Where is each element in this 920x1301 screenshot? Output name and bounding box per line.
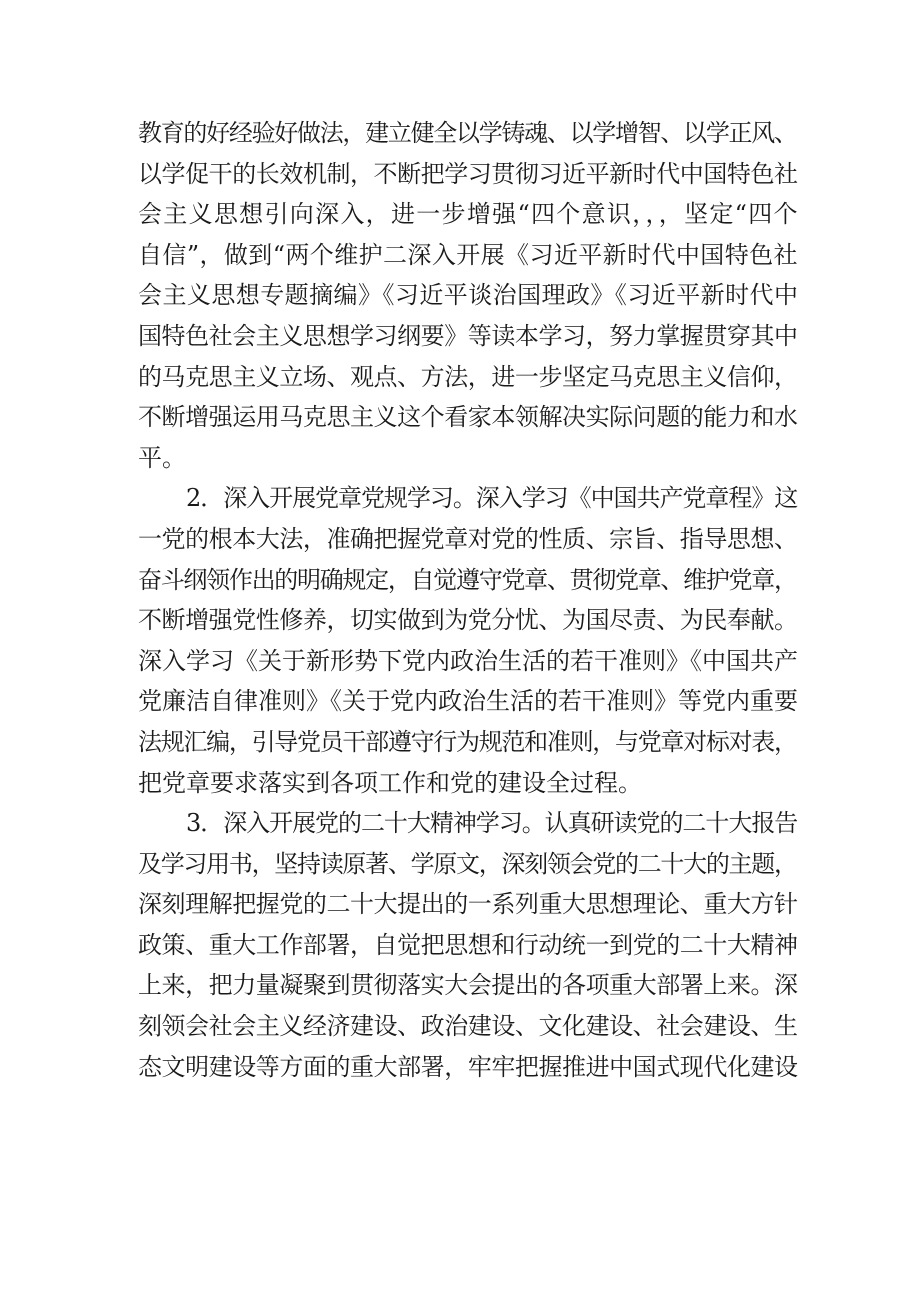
text-line: 会主义思想专题摘编》《习近平谈治国理政》《习近平新时代中 [138, 281, 799, 310]
text-line: 政策、重大工作部署，自觉把思想和行动统一到党的二十大精神 [138, 930, 798, 959]
paragraph-1 [138, 113, 798, 478]
text-line: 会主义思想引向深入，进一步增强“四个意识，，，坚定“四个 [138, 200, 799, 229]
text-line: 态文明建设等方面的重大部署，牢牢把握推进中国式现代化建设 [138, 1052, 798, 1081]
text-line: 以学促干的长效机制，不断把学习贯彻习近平新时代中国特色社 [138, 159, 798, 188]
text-line: 国特色社会主义思想学习纲要》等读本学习，努力掌握贯穿其中 [138, 321, 798, 350]
text-line: 党廉洁自律准则》《关于党内政治生活的若干准则》等党内重要 [138, 687, 798, 716]
text-line: 平。 [138, 443, 186, 472]
text-line: 3．深入开展党的二十大精神学习。认真研读党的二十大报告 [186, 809, 798, 838]
text-line: 把党章要求落实到各项工作和党的建设全过程。 [138, 768, 642, 797]
text-line: 上来，把力量凝聚到贯彻落实大会提出的各项重大部署上来。深 [138, 971, 798, 1000]
document-body [138, 113, 798, 1087]
text-line: 自信”，做到“两个维护二深入开展《习近平新时代中国特色社 [138, 240, 798, 269]
text-line: 深刻理解把握党的二十大提出的一系列重大思想理论、重大方针 [138, 890, 798, 919]
text-line: 一党的根本大法，准确把握党章对党的性质、宗旨、指导思想、 [138, 524, 798, 553]
text-line: 的马克思主义立场、观点、方法，进一步坚定马克思主义信仰， [138, 362, 798, 391]
text-line: 深入学习《关于新形势下党内政治生活的若干准则》《中国共产 [138, 646, 798, 675]
text-line: 不断增强党性修养，切实做到为党分忧、为国尽责、为民奉献。 [138, 606, 798, 635]
text-line: 2．深入开展党章党规学习。深入学习《中国共产党章程》这 [186, 484, 798, 513]
text-line: 教育的好经验好做法，建立健全以学铸魂、以学增智、以学正风、 [138, 119, 797, 147]
text-line: 奋斗纲领作出的明确规定，自觉遵守党章、贯彻党章、维护党章， [138, 565, 797, 594]
text-line: 刻领会社会主义经济建设、政治建设、文化建设、社会建设、生 [138, 1012, 798, 1041]
text-line: 不断增强运用马克思主义这个看家本领解决实际问题的能力和水 [138, 403, 798, 432]
paragraph-3 [138, 803, 798, 1087]
paragraph-2 [138, 478, 798, 803]
text-line: 及学习用书，坚持读原著、学原文，深刻领会党的二十大的主题， [138, 849, 797, 878]
text-line: 法规汇编，引导党员干部遵守行为规范和准则，与党章对标对表， [138, 727, 797, 756]
